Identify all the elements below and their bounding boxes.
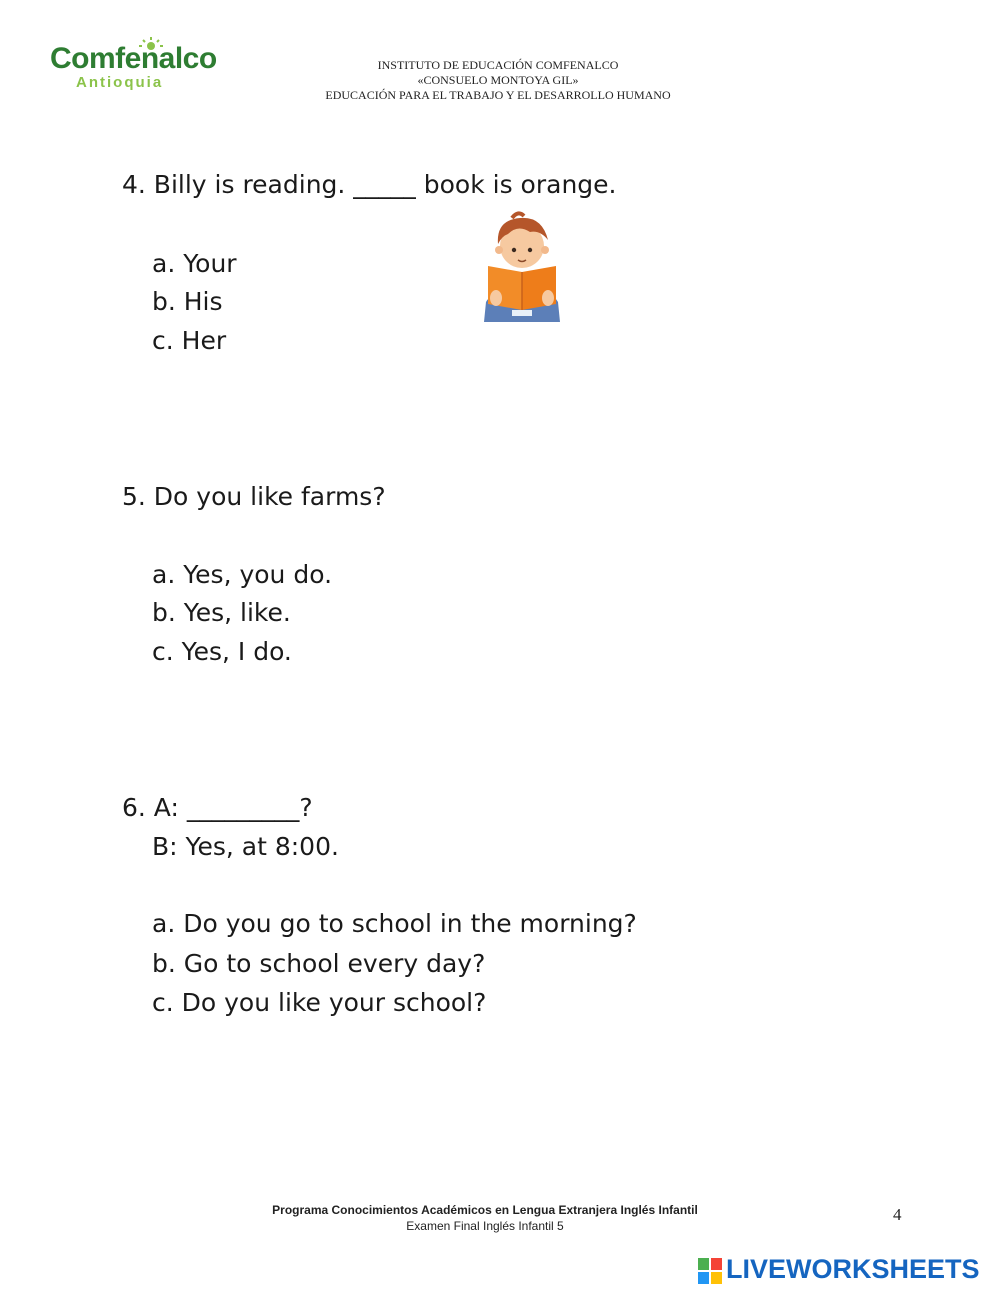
question-4-option-b[interactable]: b. His xyxy=(152,287,223,316)
logo-subtitle: Antioquia xyxy=(76,74,164,91)
institution-line-3: EDUCACIÓN PARA EL TRABAJO Y EL DESARROLLO HUMANO xyxy=(325,88,671,102)
footer-program: Programa Conocimientos Académicos en Lengua Extranjera Inglés Infantil xyxy=(272,1203,698,1217)
institution-line-1: INSTITUTO DE EDUCACIÓN COMFENALCO xyxy=(377,58,619,72)
institution-line-2: «CONSUELO MONTOYA GIL» xyxy=(417,73,579,87)
question-5-option-a[interactable]: a. Yes, you do. xyxy=(152,560,333,589)
liveworksheets-text: LIVEWORKSHEETS xyxy=(726,1254,980,1284)
question-5-prompt: 5. Do you like farms? xyxy=(122,482,386,511)
question-5-option-c[interactable]: c. Yes, I do. xyxy=(152,637,292,666)
comfenalco-logo xyxy=(50,36,220,96)
question-6-option-b[interactable]: b. Go to school every day? xyxy=(152,949,486,978)
question-4-prompt: 4. Billy is reading. _____ book is orange. xyxy=(122,170,617,199)
boy-reading-illustration xyxy=(472,210,572,322)
page-number: 4 xyxy=(893,1205,902,1224)
question-6-option-a[interactable]: a. Do you go to school in the morning? xyxy=(152,909,637,938)
question-4-option-c[interactable]: c. Her xyxy=(152,326,227,355)
liveworksheets-blocks-icon xyxy=(698,1258,722,1284)
question-6-answer-line: B: Yes, at 8:00. xyxy=(152,832,339,861)
footer-exam: Examen Final Inglés Infantil 5 xyxy=(406,1219,564,1233)
question-4-option-a[interactable]: a. Your xyxy=(152,249,237,278)
question-5-option-b[interactable]: b. Yes, like. xyxy=(152,598,291,627)
question-6-option-c[interactable]: c. Do you like your school? xyxy=(152,988,487,1017)
logo-name: Comfenalco xyxy=(50,42,217,75)
question-6-prompt: 6. A: _________? xyxy=(122,793,313,822)
